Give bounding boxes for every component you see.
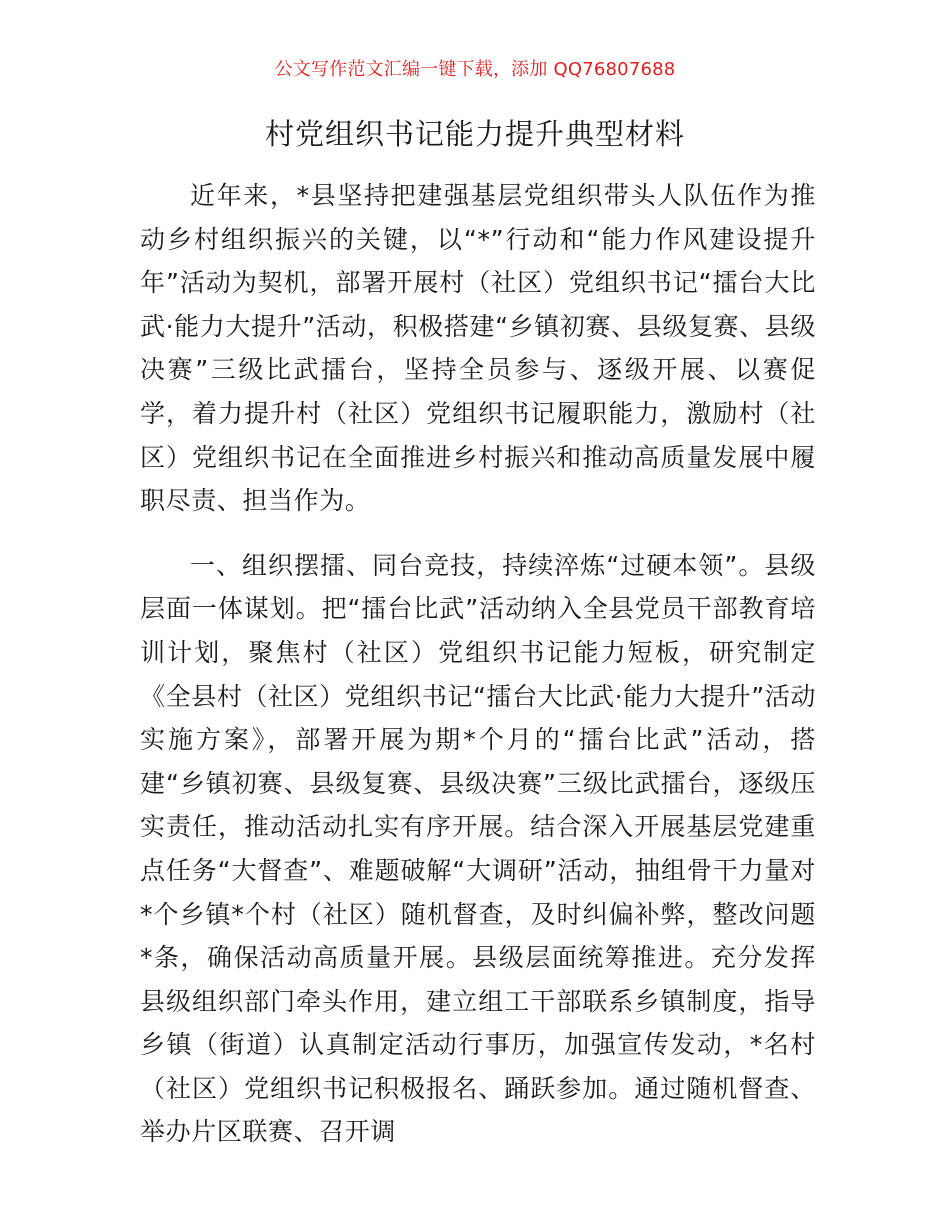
paragraph-intro: 近年来，*县坚持把建强基层党组织带头人队伍作为推动乡村组织振兴的关键，以“*”行动和“能力作风建设提升年”活动为契机，部署开展村（社区）党组织书记“擂台大比武·能力大提升”活动，积极搭建“乡镇初赛、县级复赛、县级决赛”三级比武擂台，坚持全员参与、逐级开展、以赛促学，着力提升村（社区）党组织书记履职能力，激励村（社区）党组织书记在全面推进乡村振兴和推动高质量发展中履职尽责、担当作为。 — [140, 181, 816, 516]
document-body — [140, 174, 816, 1154]
watermark-header: 公文写作范文汇编一键下载，添加 QQ76807688 — [274, 59, 676, 80]
paragraph-section-one: 一、组织摆擂、同台竞技，持续淬炼“过硬本领”。县级层面一体谋划。把“擂台比武”活动纳入全县党员干部教育培训计划，聚焦村（社区）党组织书记能力短板，研究制定《全县村（社区）党组织书记“擂台大比武·能力大提升”活动实施方案》，部署开展为期*个月的“擂台比武”活动，搭建“乡镇初赛、县级复赛、县级决赛”三级比武擂台，逐级压实责任，推动活动扎实有序开展。结合深入开展基层党建重点任务“大督查”、难题破解“大调研”活动，抽组骨干力量对*个乡镇*个村（社区）随机督查，及时纠偏补弊，整改问题*条，确保活动高质量开展。县级层面统筹推进。充分发挥县级组织部门牵头作用，建立组工干部联系乡镇制度，指导乡镇（街道）认真制定活动行事历，加强宣传发动，*名村（社区）党组织书记积极报名、踊跃参加。通过随机督查、举办片区联赛、召开调 — [140, 550, 816, 1147]
document-title: 村党组织书记能力提升典型材料 — [264, 117, 685, 151]
